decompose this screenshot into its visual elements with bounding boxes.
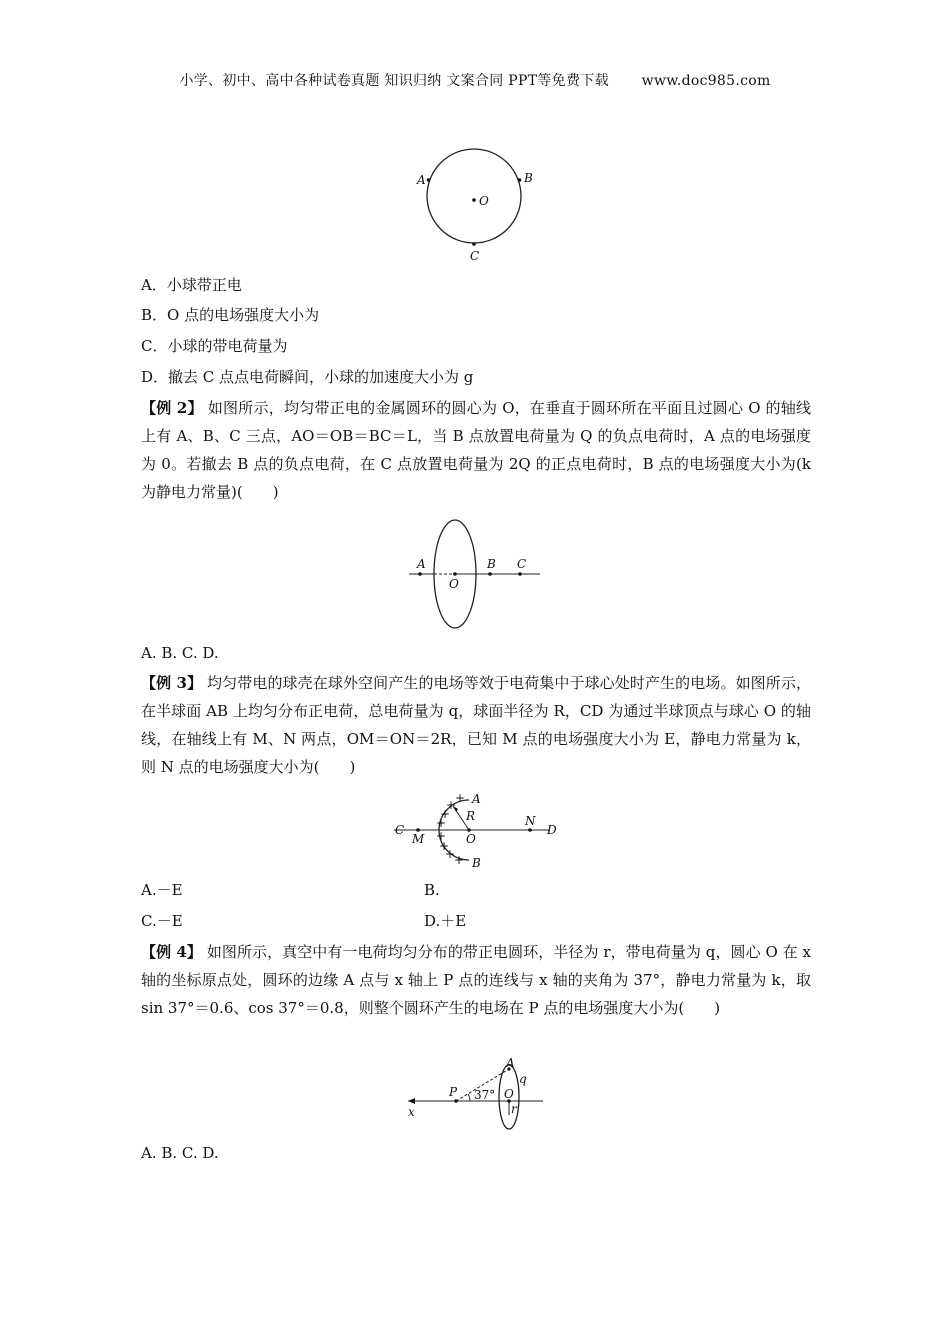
label-o: O (449, 577, 459, 591)
point-p-dot (454, 1099, 458, 1103)
label-c: C (517, 557, 527, 571)
page-header (0, 70, 950, 90)
example-4-tag: 【例 4】 (141, 943, 202, 961)
label-q: q (519, 1072, 527, 1086)
plus-sign: + (446, 798, 457, 812)
label-r: r (511, 1102, 517, 1116)
label-x: x (408, 1105, 415, 1119)
point-c-dot (518, 572, 522, 576)
example-4-options: A. B. C. D. (141, 1144, 219, 1162)
label-b: B (487, 557, 496, 571)
label-a: A (472, 792, 481, 806)
example-4-text (141, 938, 811, 1022)
q1-option-b: B．O 点的电场强度大小为 (141, 306, 320, 324)
example-2-tag: 【例 2】 (141, 399, 203, 417)
header-text: 小学、初中、高中各种试卷真题 知识归纳 文案合同 PPT等免费下载 (179, 73, 609, 89)
header-site: www.doc985.com (641, 73, 771, 89)
label-d: D (547, 823, 557, 837)
label-n: N (525, 814, 536, 828)
label-a: A (417, 557, 426, 571)
label-c: C (470, 249, 480, 263)
label-o: O (479, 194, 489, 208)
example-2-body: 如图所示，均匀带正电的金属圆环的圆心为 O，在垂直于圆环所在平面且过圆心 O 的轴线上有 A、B、C 三点，AO＝OB＝BC＝L，当 B 点放置电荷量为 Q 的负点电荷时，A 点的电场强度为 0。若撤去 B 点的负点电荷，在 C 点放置电荷量为 2Q 的正点电荷时，B 点的电场强度大小为(k 为静电力常量)( ) (141, 399, 811, 501)
label-p: P (449, 1085, 458, 1099)
label-angle: 37° (474, 1088, 496, 1102)
label-o: O (466, 832, 476, 846)
figure-hemisphere (390, 790, 570, 870)
label-a: A (417, 173, 426, 187)
point-o-dot (472, 198, 476, 202)
label-r: R (466, 809, 476, 823)
label-o: O (504, 1087, 514, 1101)
point-a-dot (418, 572, 422, 576)
example-3-option-b: B. (424, 881, 440, 899)
example-3-text (141, 669, 811, 781)
point-o-dot (453, 572, 457, 576)
figure-ring-axis (405, 515, 545, 633)
example-3-option-d: D.＋E (424, 912, 467, 930)
point-n-dot (528, 828, 532, 832)
example-2-text (141, 394, 811, 506)
plus-sign: + (436, 816, 447, 830)
label-b: B (472, 856, 481, 870)
point-b-dot (488, 572, 492, 576)
q1-option-a: A．小球带正电 (141, 276, 242, 294)
example-2-options: A. B. C. D. (141, 644, 219, 662)
label-m: M (412, 832, 425, 846)
figure-ring-x-axis (400, 1058, 550, 1134)
q1-option-d: D．撤去 C 点点电荷瞬间，小球的加速度大小为 g (141, 368, 474, 386)
plus-sign: + (440, 807, 451, 821)
plus-sign: + (455, 791, 466, 805)
q1-option-c: C．小球的带电荷量为 (141, 337, 288, 355)
plus-sign: + (454, 853, 465, 867)
point-b-dot (518, 178, 522, 182)
plus-sign: + (436, 829, 447, 843)
example-3-option-c: C.－E (141, 912, 183, 930)
label-c: C (395, 823, 405, 837)
figure-circle-abc (410, 145, 540, 265)
point-c-dot (472, 242, 476, 246)
plus-sign: + (439, 839, 450, 853)
label-a: A (506, 1058, 515, 1070)
example-4-body: 如图所示，真空中有一电荷均匀分布的带正电圆环，半径为 r，带电荷量为 q，圆心 O 在 x 轴的坐标原点处，圆环的边缘 A 点与 x 轴上 P 点的连线与 x 轴的夹角为 37°，静电力常量为 k，取 sin 37°＝0.6、cos 37°＝0.8，则整个圆环产生的电场在 P 点的电场强度大小为( ) (141, 943, 811, 1017)
plus-sign: + (445, 847, 456, 861)
example-3-option-a: A.－E (141, 881, 183, 899)
example-3-tag: 【例 3】 (141, 674, 203, 692)
point-a-dot (427, 178, 431, 182)
example-3-body: 均匀带电的球壳在球外空间产生的电场等效于电荷集中于球心处时产生的电场。如图所示，在半球面 AB 上均匀分布正电荷，总电荷量为 q，球面半径为 R，CD 为通过半球顶点与球心 O 的轴线，在轴线上有 M、N 两点，OM＝ON＝2R，已知 M 点的电场强度大小为 E，静电力常量为 k，则 N 点的电场强度大小为( ) (141, 674, 811, 776)
label-b: B (524, 171, 533, 185)
